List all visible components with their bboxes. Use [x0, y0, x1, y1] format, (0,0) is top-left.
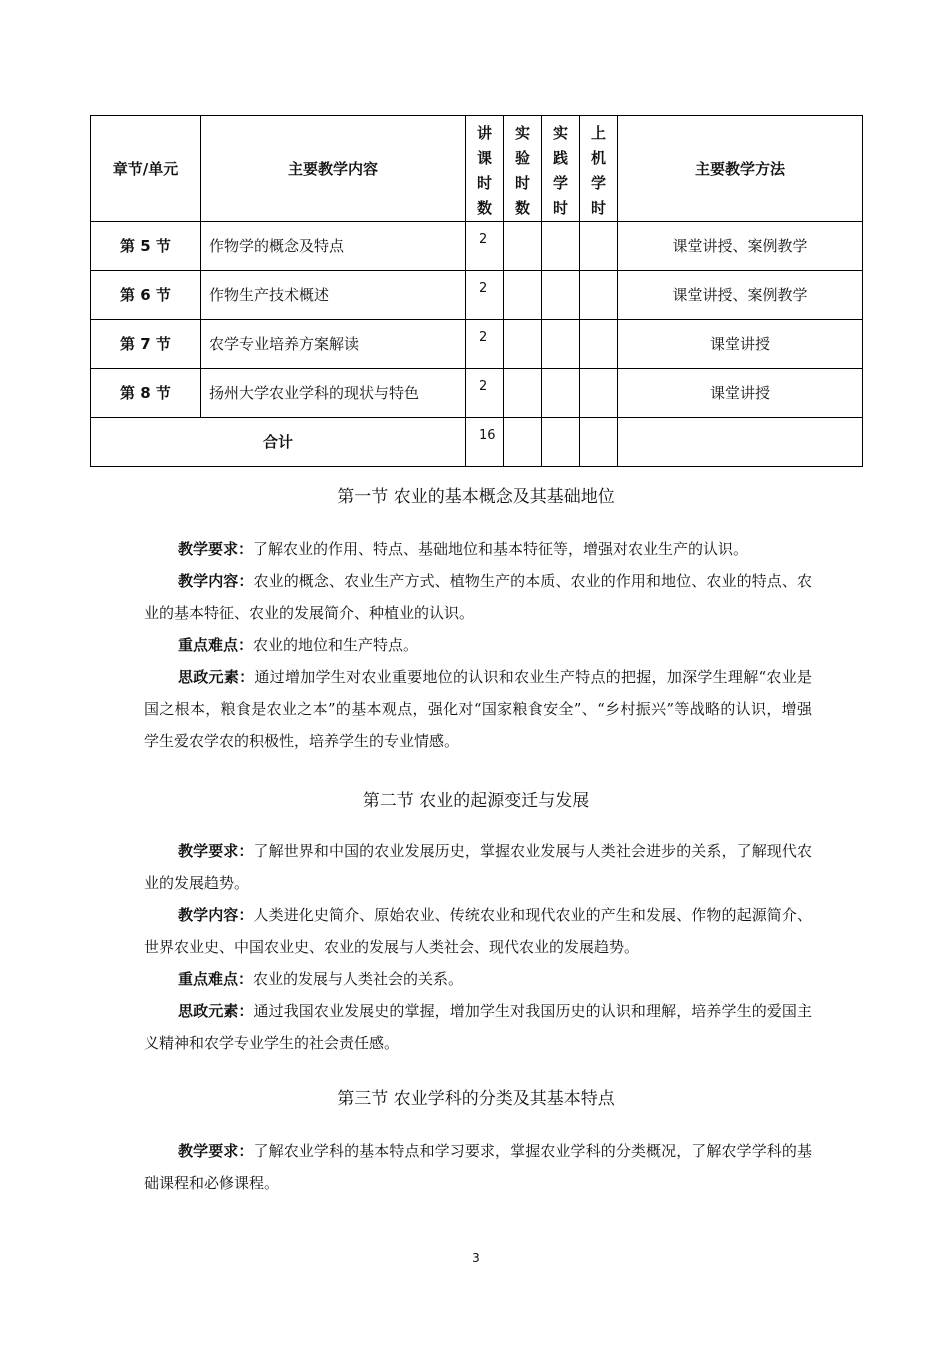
text: 通过我国农业发展史的掌握，增加学生对我国历史的认识和理解，培养学生的爱国主义精神和农学专业学生的社会责任感。: [144, 1002, 812, 1052]
label: 重点难点：: [178, 636, 254, 654]
total-experiment-hours: [504, 418, 542, 467]
table-total-row: [91, 418, 863, 467]
text: 了解世界和中国的农业发展历史，掌握农业发展与人类社会进步的关系，了解现代农业的发展趋势。: [144, 842, 812, 892]
row-lecture-hours: 2: [466, 222, 504, 271]
total-computer-hours: [580, 418, 618, 467]
total-practice-hours: [542, 418, 580, 467]
row-chapter: 第 8 节: [91, 369, 201, 418]
row-lecture-hours: 2: [466, 369, 504, 418]
header-chapter: 章节/单元: [91, 116, 201, 222]
section-2-requirements: [144, 835, 812, 899]
label: 思政元素：: [178, 668, 255, 686]
row-lecture-hours: 2: [466, 320, 504, 369]
text: 农业的概念、农业生产方式、植物生产的本质、农业的作用和地位、农业的特点、农业的基本特征、农业的发展简介、种植业的认识。: [144, 572, 812, 622]
table-row: [91, 320, 863, 369]
table-row: [91, 271, 863, 320]
row-chapter: 第 6 节: [91, 271, 201, 320]
text: 通过增加学生对农业重要地位的认识和农业生产特点的把握，加深学生理解“农业是国之根本，粮食是农业之本”的基本观点，强化对“国家粮食安全”、“乡村振兴”等战略的认识，增强学生爱农学农的积极性，培养学生的专业情感。: [144, 668, 812, 750]
row-content: 扬州大学农业学科的现状与特色: [201, 369, 466, 418]
row-experiment-hours: [504, 222, 542, 271]
label: 教学要求：: [178, 540, 254, 558]
row-method: 课堂讲授: [618, 369, 863, 418]
section-2-title: 第二节 农业的起源变迁与发展: [362, 791, 590, 811]
total-method: [618, 418, 863, 467]
row-experiment-hours: [504, 320, 542, 369]
row-chapter: 第 5 节: [91, 222, 201, 271]
section-1-requirements: [144, 533, 812, 565]
row-method: 课堂讲授、案例教学: [618, 271, 863, 320]
header-practice-hours: 实 践 学 时: [542, 116, 580, 222]
header-computer-hours: 上 机 学 时: [580, 116, 618, 222]
section-3-title: 第三节 农业学科的分类及其基本特点: [337, 1089, 615, 1109]
section-3-requirements: [144, 1135, 812, 1199]
label: 教学内容：: [178, 906, 254, 924]
page-number: 3: [472, 1251, 480, 1265]
row-computer-hours: [580, 271, 618, 320]
row-experiment-hours: [504, 369, 542, 418]
label: 教学内容：: [178, 572, 254, 590]
row-method: 课堂讲授: [618, 320, 863, 369]
label: 教学要求：: [178, 1142, 254, 1160]
section-2-content: [144, 899, 812, 963]
table-header-row: [91, 116, 863, 222]
table-row: [91, 369, 863, 418]
row-content: 作物生产技术概述: [201, 271, 466, 320]
table-row: [91, 222, 863, 271]
row-practice-hours: [542, 222, 580, 271]
total-hours: 16: [466, 418, 504, 467]
teaching-plan-table: [90, 115, 863, 467]
row-computer-hours: [580, 222, 618, 271]
section-1-content: [144, 565, 812, 629]
row-computer-hours: [580, 369, 618, 418]
label: 重点难点：: [178, 970, 254, 988]
header-lecture-hours: 讲 课 时 数: [466, 116, 504, 222]
row-content: 作物学的概念及特点: [201, 222, 466, 271]
section-2-ideology: [144, 995, 812, 1059]
section-1-key-points: [144, 629, 812, 661]
section-1-ideology: [144, 661, 812, 757]
text: 了解农业的作用、特点、基础地位和基本特征等，增强对农业生产的认识。: [253, 540, 749, 558]
row-practice-hours: [542, 369, 580, 418]
row-lecture-hours: 2: [466, 271, 504, 320]
row-chapter: 第 7 节: [91, 320, 201, 369]
section-2-key-points: [144, 963, 812, 995]
row-content: 农学专业培养方案解读: [201, 320, 466, 369]
row-practice-hours: [542, 320, 580, 369]
text: 农业的地位和生产特点。: [253, 636, 419, 654]
text: 人类进化史简介、原始农业、传统农业和现代农业的产生和发展、作物的起源简介、世界农业史、中国农业史、农业的发展与人类社会、现代农业的发展趋势。: [144, 906, 812, 956]
label: 教学要求：: [178, 842, 254, 860]
total-label: 合计: [91, 418, 466, 467]
section-1-title: 第一节 农业的基本概念及其基础地位: [337, 487, 615, 507]
header-experiment-hours: 实 验 时 数: [504, 116, 542, 222]
header-method: 主要教学方法: [618, 116, 863, 222]
text: 了解农业学科的基本特点和学习要求，掌握农业学科的分类概况，了解农学学科的基础课程和必修课程。: [144, 1142, 812, 1192]
row-computer-hours: [580, 320, 618, 369]
row-method: 课堂讲授、案例教学: [618, 222, 863, 271]
text: 农业的发展与人类社会的关系。: [253, 970, 464, 988]
header-content: 主要教学内容: [201, 116, 466, 222]
label: 思政元素：: [178, 1002, 254, 1020]
row-experiment-hours: [504, 271, 542, 320]
row-practice-hours: [542, 271, 580, 320]
